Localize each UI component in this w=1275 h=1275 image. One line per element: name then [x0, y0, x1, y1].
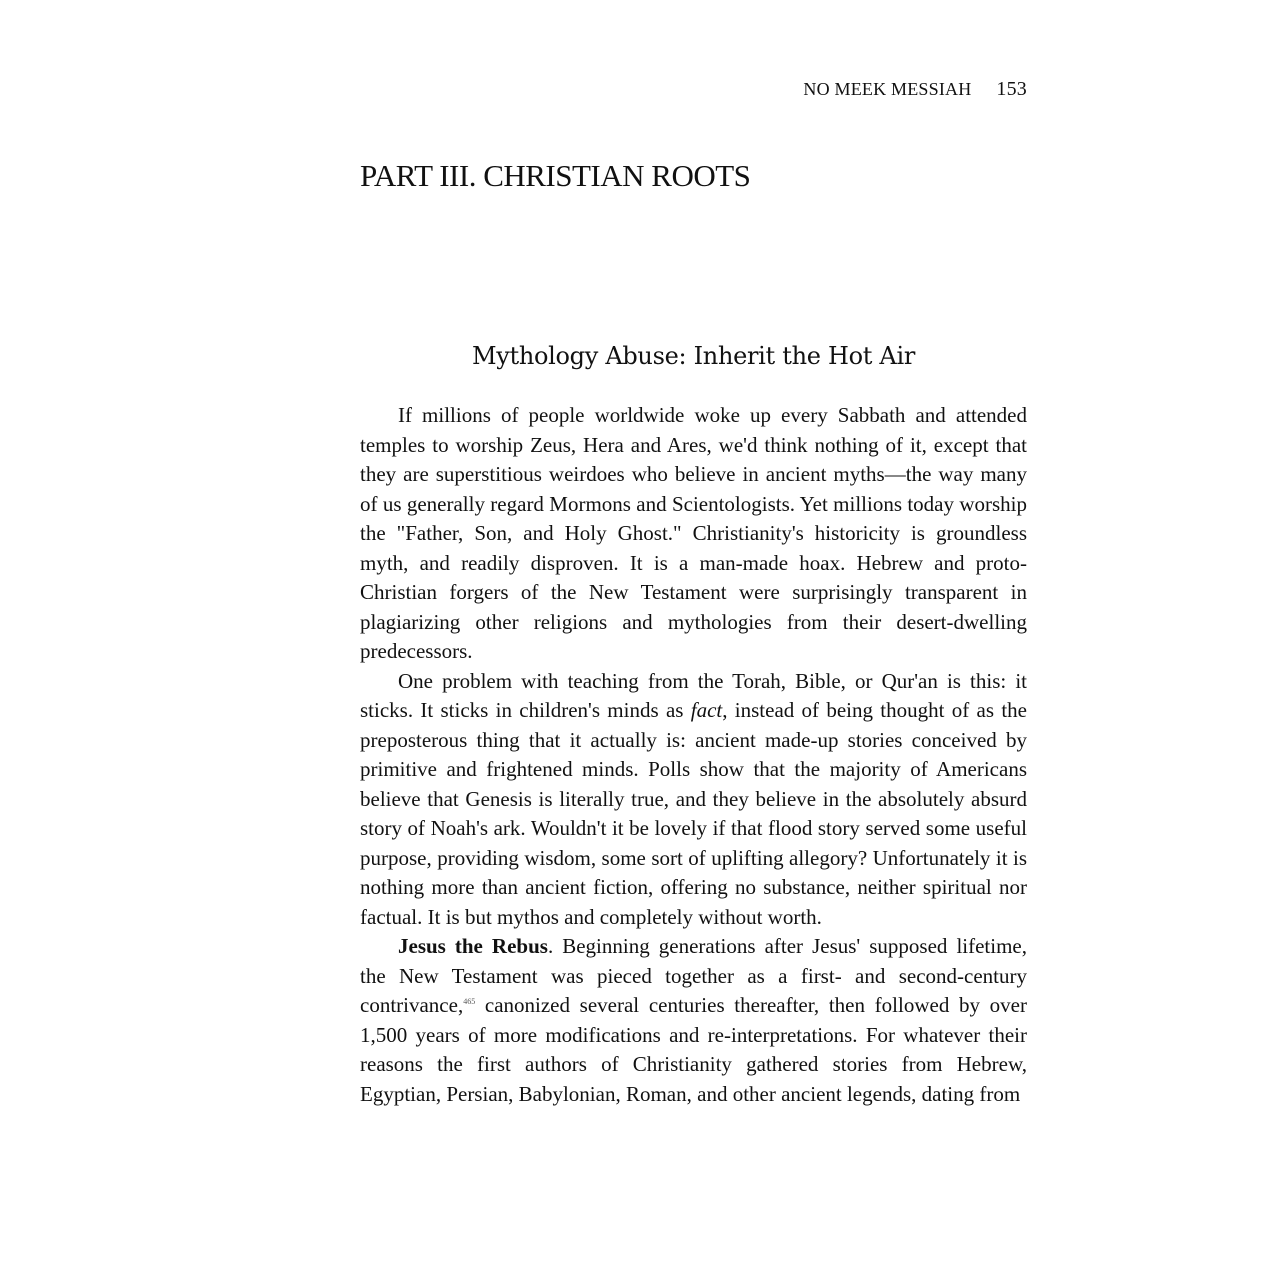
running-head: [803, 78, 1027, 101]
emphasis-fact: fact: [690, 698, 723, 722]
body-text: [360, 401, 1027, 1109]
paragraph-1: If millions of people worldwide woke up every Sabbath and attended temples to worship Zeus, Hera and Ares, we'd think nothing of it, except that they are superstitious weirdoes who believe in ancient myths—the way many of us generally regard Mormons and Scientologists. Yet millions today worship the "Father, Son, and Holy Ghost." Christianity's historicity is groundless myth, and readily disproven. It is a man-made hoax. Hebrew and proto-Christian forgers of the New Testament were surprisingly transparent in plagiarizing other religions and mythologies from their desert-dwelling predecessors.: [360, 403, 1027, 663]
part-title: PART III. CHRISTIAN ROOTS: [360, 158, 751, 193]
running-head-title: NO MEEK MESSIAH: [803, 79, 972, 99]
paragraph-3: [360, 932, 1027, 1109]
paragraph-2-text-start: One problem with teaching from the Torah, Bible, or Qur'an is this: it sticks. It sticks in children's minds as: [360, 668, 1027, 722]
paragraph-3-text-start: . Beginning generations after Jesus' supposed lifetime, the New Testament was pieced together as a first- and second-century contrivance,: [360, 934, 1027, 1017]
page-number: 153: [996, 78, 1027, 100]
footnote-reference[interactable]: 465: [463, 997, 476, 1006]
paragraph-3-text-end: canonized several centuries thereafter, then followed by over 1,500 years of more modifications and re-interpretations. For whatever their reasons the first authors of Christianity gathered stories from Hebrew, Egyptian, Persian, Babylonian, Roman, and other ancient legends, dating from: [360, 993, 1027, 1106]
paragraph-2: [360, 667, 1027, 933]
paragraph-2-text-end: , instead of being thought of as the preposterous thing that it actually is: ancient made-up stories conceived by primitive and frightened minds. Polls show that the majority of Americans believe that Genesis is literally true, and they believe in the absolutely absurd story of Noah's ark. Wouldn't it be lovely if that flood story served some useful purpose, providing wisdom, some sort of uplifting allegory? Unfortunately it is nothing more than ancient fiction, offering no substance, neither spiritual nor factual. It is but mythos and completely without worth.: [360, 698, 1027, 929]
section-title: Mythology Abuse: Inherit the Hot Air: [471, 342, 916, 370]
run-in-heading: Jesus the Rebus: [398, 934, 548, 958]
